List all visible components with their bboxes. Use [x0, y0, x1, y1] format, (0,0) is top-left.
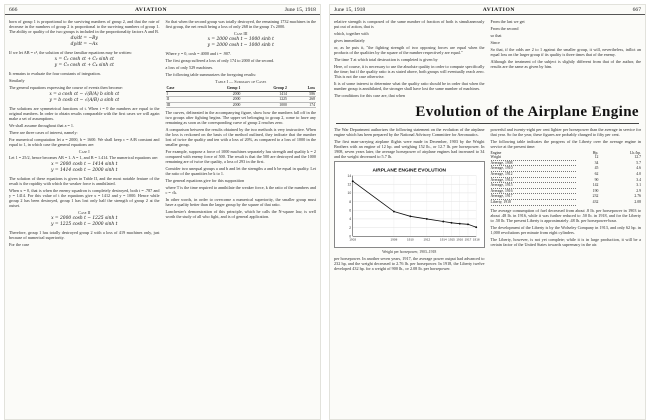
equation [9, 162, 160, 174]
table-cell: I [166, 91, 195, 97]
engine-chart-svg [336, 163, 483, 247]
equation-line: dx/dt = −By [70, 36, 98, 41]
equation-line: y = 2000 cosh t − 1000 sinh t [207, 43, 274, 48]
paragraph: Although the treatment of the subject is slightly different from that of the author, the results are the same as given by him. [490, 59, 641, 69]
equation-line: x = 2000 cosh t − 1225 sinh t [51, 216, 118, 221]
table-header-cell: Loss [288, 86, 316, 91]
table-cell: 2.9 [636, 188, 641, 193]
chart-grid [353, 175, 476, 236]
right-page [329, 4, 646, 420]
left-column-1 [9, 19, 160, 249]
paragraph: The solution of these equations is given in Table II, and the most notable feature of the result is the rapidity with which the weaker force is annihilated. [9, 176, 160, 186]
paragraph: The curves, delineated in the accompanying figure, show how the numbers fall off in the two groups after fighting begins. The upper set belonging to group 2, come to have any remaining as soon as the corresponding curve of group 2 reaches zero. [165, 110, 316, 126]
right-column-1 [334, 19, 485, 100]
table-cell: 1414 [241, 91, 288, 97]
chart-axes [347, 173, 479, 241]
table-cell: Average, 1917 [491, 194, 577, 200]
paragraph: gives immediately [334, 38, 365, 43]
right-column-2 [491, 19, 642, 100]
table-row [491, 199, 642, 205]
equation [9, 57, 160, 69]
data-point [459, 222, 461, 224]
table-cell: 4.0 [636, 171, 641, 176]
x-tick-label: 1903 [349, 237, 357, 242]
table-cell: Liberty, 1918 [491, 199, 577, 205]
table-cell: 174 [288, 102, 316, 108]
paragraph: For the case [9, 242, 30, 247]
paragraph: The first group suffered a loss of only 174 to 2000 of the second. [165, 58, 275, 63]
case-heading: Case I [78, 149, 90, 154]
left-page-number: 666 [9, 7, 18, 13]
paragraph: The development of the Liberty is by the Wolseley Company in 1913, and only 62 hp. in 1,000 revolutions per minute from eight cylinders. [490, 224, 641, 235]
equation-line: y = C₃ cosh ct + C₄ sinh ct [54, 63, 114, 68]
equation [166, 37, 317, 49]
table-cell: 2000 [195, 97, 242, 103]
right-page-header [330, 5, 645, 15]
table-cell: Average, 1908 [491, 160, 577, 166]
data-point [451, 221, 453, 223]
equation [9, 216, 160, 228]
paragraph: We shall assume throughout that a = 1. [9, 123, 75, 128]
y-tick-label: 14 [347, 173, 352, 178]
table-cell: 62 [594, 171, 599, 176]
x-tick-label: 1918 [472, 237, 480, 242]
x-tick-label: 1908 [390, 237, 398, 242]
table-cell: 2000 [195, 91, 242, 97]
paragraph: Where y = 0, cosh = 4000 and t = .907. [165, 51, 232, 56]
equation-line: x = a cosh ct − √(B/A) b sinh ct [49, 92, 120, 97]
paragraph: Since [490, 40, 500, 45]
paragraph: The Liberty, however, is not yet complete; while it is in large production, it will be a certain factor of the United States towards supremacy in the air. [490, 236, 641, 247]
table-cell: III [166, 102, 195, 108]
right-page-date: June 15, 1918 [334, 7, 366, 13]
chart-series [352, 180, 477, 228]
left-column-2 [166, 19, 317, 249]
equation-line: x = C₁ cosh ct + C₂ sinh ct [54, 57, 114, 62]
table-cell: 5.7 [636, 160, 641, 165]
y-tick-label: 4 [349, 216, 352, 221]
paragraph: Here, of course, it is necessary to use the absolute quality in order to compute specifically the time; but if the quality ratio is as stated above, both groups will eventually reach zero. This is not the case otherwise. [334, 64, 485, 79]
paragraph: So that, if the odds are 2 to 1 against the smaller group, it will, nevertheless, inflict an equal loss on the larger group if its quality is three times that of the enemy. [490, 47, 641, 57]
paragraph: There are three cases of interest, namely: [9, 130, 78, 135]
paragraph: The conditions for this case are, that when [334, 93, 405, 98]
summary-table [166, 86, 317, 108]
table-cell: 1225 [241, 97, 288, 103]
paragraph: a loss of only 529 machines. [165, 65, 214, 70]
paragraph: The general equations expressing the course of events then become: [9, 85, 123, 90]
x-tick-label: 1912 [423, 237, 431, 242]
table-row [166, 102, 317, 108]
x-tick-label: 1916 [456, 237, 464, 242]
table-cell: 4.6 [636, 166, 641, 171]
paragraph: From the second [490, 26, 519, 31]
equation-line: dy/dt = −Ax [70, 42, 98, 47]
paragraph: powerful and twenty-eight per cent lighter per horsepower than the average in service for that year. So far the year, these figures are probably changed to fifty per cent. [490, 126, 641, 137]
table-cell: 3.1 [636, 183, 641, 188]
chart-caption: Weight per horsepower, 1903–1918 [382, 250, 437, 255]
article-column-2 [491, 127, 642, 274]
x-tick-label: 1914 [439, 237, 447, 242]
table-header-cell: Case [166, 86, 195, 91]
paragraph: It remains to evaluate the four constants of integration. [9, 71, 101, 76]
article-headline: Evolution of the Airplane Engine [415, 104, 639, 120]
paragraph: or, as he puts it, "the fighting strength of two opposing forces are equal when the products of the qualities by the square of the number respectively are equal." [334, 45, 485, 55]
table-header-cell: Group 2 [241, 86, 288, 91]
paragraph: The following table indicates the progress of the Liberty over the average engine in service at the present time: [490, 138, 641, 149]
table-cell: 142 [592, 183, 599, 188]
table-cell: 2.08 [634, 199, 641, 204]
y-tick-label: 2 [349, 225, 352, 230]
y-tick-label: 12 [347, 182, 352, 187]
paragraph: It is of some interest to determine what the quality ratio should be in order that when the number group is annihilated, the stronger shall have lost the same number of machines. [334, 81, 485, 91]
paragraph: In other words, in order to overcome a numerical superiority, the smaller group must have a quality better than the larger group by the square of that ratio. [165, 197, 316, 208]
left-page-title: AVIATION [134, 7, 168, 13]
x-tick-label: 1910 [407, 237, 414, 242]
paragraph: The time T at which total destruction is completed is given by [334, 57, 438, 62]
table-header-cell: Lb./hp. [630, 150, 641, 155]
table-cell: Wright [491, 155, 577, 160]
case-heading: Case III [233, 31, 248, 36]
equation-line: y = b cosh ct − √(A/B) a sinh ct [49, 98, 120, 103]
table-cell: 3.4 [636, 177, 641, 182]
equation [9, 36, 160, 48]
article-body [330, 127, 645, 274]
equation-line: x = 2000 cosh t − 1414 sinh t [51, 162, 118, 167]
series-line [353, 181, 476, 227]
paragraph: Therefore, group 1 has totally destroyed group 2 with a loss of 419 machines only, just because of numerical superiority. [9, 230, 160, 240]
y-tick-label: 10 [347, 190, 352, 195]
paragraph: so that [490, 33, 502, 38]
x-tick-label: 1917 [464, 237, 472, 242]
table-header-cell: Hp. [592, 150, 599, 155]
paragraph: The average consumption of fuel decreased from about .8 lb. per horsepower in 1903 to about .48 lb. in 1916, while it was further reduced to .50 lb. in 1918, and for the Liberty to .50 lb. The present Liberty is approximately .48 lb. per horsepower-hour. [490, 207, 641, 223]
engine-chart [334, 161, 485, 249]
engine-table [491, 151, 642, 206]
paragraph: The War Department authorizes the following statement on the evolution of the airplane engine which has been prepared by the National Advisory Committee for Aeronautics. [334, 126, 485, 137]
table-cell: 232 [592, 194, 599, 199]
table-cell: 12 [594, 155, 599, 160]
right-page-title: AVIATION [482, 7, 516, 13]
data-point [426, 218, 428, 220]
table-cell: 34 [594, 160, 599, 165]
y-tick-label: 0 [349, 234, 352, 239]
table-cell: 90 [594, 177, 599, 182]
paragraph: where T is the time required to annihilate the weaker force, k the ratio of the numbers and c = √k. [165, 185, 316, 196]
table-cell: 432 [592, 199, 599, 204]
left-page-columns [5, 15, 320, 249]
left-page-header [5, 5, 320, 15]
table-cell: 1000 [241, 102, 288, 108]
paragraph: When x = 0, that is when the enemy squadron is completely destroyed, both t = .787 and y = 1414. For this value of t the equations give x = 1412 and y = 1000. Hence while group 2 has been destroyed, group 1 has lost only half the strength of group 2 at the outset. [9, 188, 160, 208]
equation-line: y = 1225 cosh t − 2000 sinh t [51, 222, 118, 227]
equation [9, 92, 160, 104]
table-cell: 586 [288, 91, 316, 97]
equation-line: x = 2000 cosh t − 1000 sinh t [207, 37, 274, 42]
table-cell: 2.76 [634, 194, 641, 199]
paragraph: Lanchester's demonstration of this principle, which he calls the N-square law, is well worth the study of all who fight, and is of general application. [165, 209, 316, 220]
table-cell: II [166, 97, 195, 103]
paragraph: If we let AB = c², the solution of these familiar equations may be written: [9, 50, 132, 55]
paragraph: relative strength is composed of the same number of fraction of both is simultaneously put out of action, that is [334, 19, 485, 29]
table-header-cell: Engine [490, 150, 502, 155]
y-tick-label: 8 [349, 199, 352, 204]
paragraph: The following table summarizes the foregoing results: [165, 72, 257, 77]
right-page-top-columns [330, 15, 645, 100]
table-cell: Average, 1916 [491, 188, 577, 194]
table-cell: Average, 1910 [491, 166, 577, 172]
paragraph: So that when the second group was totally destroyed, the remaining 1732 machines in the first group, the net result being a loss of only 268 in the group 1's 2000. [165, 19, 316, 29]
paragraph: Consider two unequal groups a and b and let the strengths a and b be equal in quality. Let the ratio of the quantities be k to 1. [165, 166, 316, 177]
table-cell: Average, 1914 [491, 177, 577, 183]
data-point [442, 220, 444, 222]
right-page-number: 667 [632, 7, 641, 13]
table-cell: 2000 [195, 102, 242, 108]
equation-line: y = 1414 cosh t − 2000 sinh t [51, 168, 118, 173]
paragraph: For example, suppose a force of 1000 machines separately has strength and quality k = 2 compared with enemy force of 500. The result is that the 500 are destroyed and the 1000 remaining are of twice the quality, a loss of 293 in the first. [165, 149, 316, 165]
paragraph: Let 1 = 25/2, hence becomes AB = 1. A = 1, and B = 1.414. The numerical equations are: [9, 155, 159, 160]
paragraph: per horsepower. In another seven years, 1917, the average power output had advanced to 232 hp, and the weight decreased to 2.76 lb. per horsepower. In 1918, the Liberty twelve developed 432 hp. for a weight of 900 lb., or 2.08 lb. per horsepower. [334, 256, 485, 272]
paragraph: born of group 1 is proportional to the surviving numbers of group 2, and that the rate of decrease in the numbers of group 2 is proportional to the surviving numbers of group 1. The ability or quality of the two groups is included in the proportionality factors A and B. [9, 19, 160, 34]
article-column-1 [334, 127, 485, 274]
table-cell: 268 [288, 97, 316, 103]
paragraph: From the last we get [490, 19, 525, 24]
data-point [467, 223, 469, 225]
table-cell: Average, 1912 [491, 171, 577, 177]
paragraph: For numerical computation let a = 2000, b = 1600. We shall keep c = A/B constant and equal to 1, in which case the general equations are: [9, 137, 160, 147]
paragraph: The solutions are symmetrical functions of t. When t = 0 the numbers are equal to the original numbers. In order to obtain results comparable with the first cases we will again make a set of assumptions. [9, 106, 160, 121]
table-cell: 190 [592, 188, 599, 193]
table-cell: 45 [594, 166, 599, 171]
table-header-cell: Group 1 [195, 86, 242, 91]
table-cell: Average, 1915 [491, 183, 577, 189]
data-point [409, 215, 411, 217]
table-title: Table I — Summary of Cases [215, 79, 267, 84]
case-heading: Case II [78, 210, 91, 215]
left-page [4, 4, 321, 420]
paragraph: A comparison between the results obtained by the two methods is very instructive. When the loss is reckoned on the basis of the method outlined, they indicate that the number lost of twice the quality and ten with a loss of 20%, as compared to a loss of 1000 in the smaller group. [165, 127, 316, 148]
y-tick-label: 6 [349, 208, 352, 213]
data-point [475, 226, 477, 228]
x-tick-label: 1915 [448, 237, 455, 242]
table-cell: 12.7 [634, 155, 641, 160]
paragraph: The first man-carrying airplane flights were made in December, 1903 by the Wright Brothers with an engine of 12 hp. and weighing 152 lb., or 12.7 lb. per horsepower. In 1908, seven years later, the average horsepower of airplane engines had increased to 34 and the weight decreased to 5.7 lb. [334, 138, 485, 159]
paragraph: Similarly [9, 78, 25, 83]
left-page-date: June 15, 1918 [284, 7, 316, 13]
data-point [393, 210, 395, 212]
chart-title: AIRPLANE ENGINE EVOLUTION [372, 167, 447, 173]
headline-rule [336, 123, 639, 124]
paragraph: The general equations give for this supposition [165, 178, 245, 184]
paragraph: which, together with [334, 31, 369, 36]
data-point [352, 180, 354, 182]
